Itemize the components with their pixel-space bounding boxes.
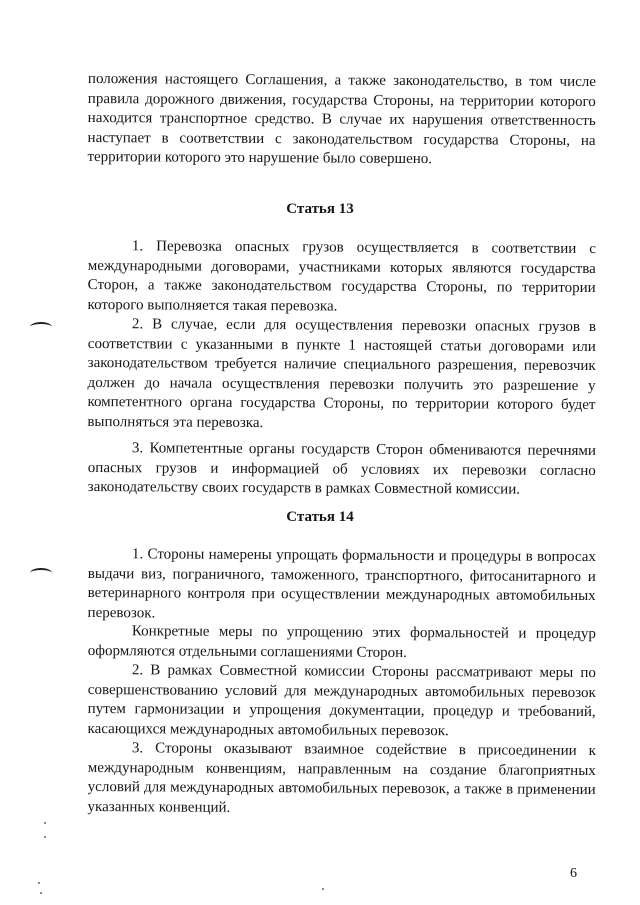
- scan-speck: [44, 822, 46, 824]
- scan-speck: [40, 892, 42, 894]
- punch-hole-mark: [30, 568, 52, 578]
- scan-speck: [38, 882, 40, 884]
- paragraph-article12-end: положения настоящего Соглашения, а также законодательство, в том числе правила дорожного движения, государства Стороны, на территории которого находится транспортное средство. В случае их нарушения ответственность наступает в соответствии с законодательством государства Стороны, на территории которого это нарушение было совершено.: [87, 70, 596, 168]
- scan-speck: [322, 888, 324, 890]
- article-14-item-1: 1. Стороны намерены упрощать формальности и процедуры в вопросах выдачи виз, пограничного, таможенного, транспортного, фитосанитарного и ветеринарного контроля при осуществлении международных автомобильных перевозок.: [87, 546, 596, 622]
- article-14-item-1-continuation: Конкретные меры по упрощению этих формальностей и процедур оформляются отдельными соглашениями Сторон.: [87, 623, 596, 661]
- article-14-item-3: 3. Стороны оказывают взаимное содействие в присоединении к международным конвенциям, направленным на создание благоприятных условий для международных автомобильных перевозок, а также в применении указанных конвенций.: [87, 740, 596, 816]
- article-13-item-1: 1. Перевозка опасных грузов осуществляется в соответствии с международными договорами, участниками которых являются государства Сторон, а также законодательством государства Стороны, по территории которого выполняется такая перевозка.: [87, 238, 596, 315]
- scan-speck: [44, 836, 46, 838]
- article-13-item-3: 3. Компетентные органы государств Сторон обмениваются перечнями опасных грузов и информацией об условиях их перевозки согласно законодательству своих государств в рамках Совместной комиссии.: [87, 440, 596, 498]
- punch-hole-mark: [30, 322, 52, 332]
- article-13-item-2: 2. В случае, если для осуществления перевозки опасных грузов в соответствии с указанными в пункте 1 настоящей статьи договорами или законодательством требуется наличие специального разрешения, перевозчик должен до начала осуществления перевозки получить это разрешение у компетентного органа государства Стороны, по территории которого будет выполняться эта перевозка.: [87, 316, 596, 432]
- article-13-heading: Статья 13: [286, 201, 354, 217]
- article-14-item-2: 2. В рамках Совместной комиссии Стороны рассматривают меры по совершенствованию условий для международных автомобильных перевозок путем гармонизации и упрощения документации, процедур и требований, касающихся международных автомобильных перевозок.: [87, 662, 596, 739]
- page-number: 6: [570, 866, 577, 881]
- article-14-heading: Статья 14: [286, 509, 354, 525]
